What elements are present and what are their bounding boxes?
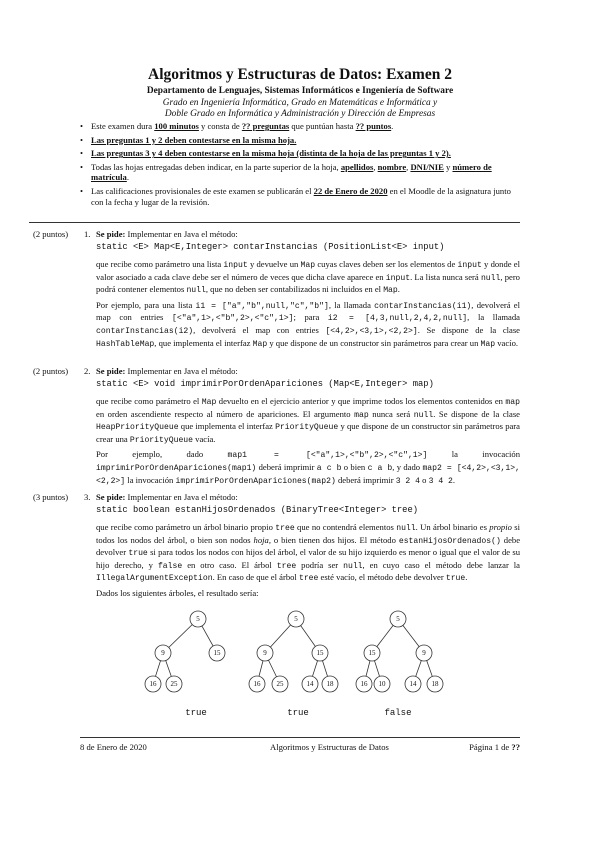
tree1-label-5: 5 [196, 615, 200, 623]
tree3-label-14: 14 [409, 680, 417, 688]
q3-number: 3. [84, 492, 91, 502]
instructions-list [80, 121, 522, 210]
q3-points: (3 puntos) [33, 492, 69, 502]
q2-number: 2. [84, 366, 91, 376]
trees-intro: Dados los siguientes árboles, el resultado sería: [96, 587, 259, 598]
tree1-result: true [185, 708, 207, 718]
q3-description: que recibe como parámetro un árbol binario propio tree que no contendrá elementos null. Un árbol binario es propio si todos los nodos del árbol, o bien son nodos hoja, o bien tienen dos hijos. El método estanHijosOrdenados() debe devolver true si para todos los nodos con hijos del árbol, el valor de su hijo izquierdo es menor o igual que el valor de su hijo derecho, y false en otro caso. El árbol tree podría ser null, en cuyo caso el método debe lanzar la IllegalArgumentException. En caso de que el árbol tree esté vacío, el método debe devolver true. Dados los siguientes árboles, el resultado sería: [96, 522, 521, 598]
q1-number: 1. [84, 229, 91, 239]
tree1-label-25: 25 [170, 680, 178, 688]
instruction-identification: • Todas las hojas entregadas deben indicar, en la parte superior de la hoja, apellidos, nombre, DNI/NIE y número de matrícula. [80, 162, 522, 183]
tree3-label-9: 9 [422, 649, 426, 657]
footer-rule [80, 737, 520, 738]
tree2-label-15: 15 [316, 649, 324, 657]
q2-signature: static <E> void imprimirPorOrdenApariciones (Map<E,Integer> map) [96, 379, 434, 389]
q1-heading: Se pide: Implementar en Java el método: [96, 229, 238, 239]
q1-signature: static <E> Map<E,Integer> contarInstancias (PositionList<E> input) [96, 242, 445, 252]
tree1-label-15: 15 [213, 649, 221, 657]
q1-description: que recibe como parámetro una lista input y devuelve un Map cuyas claves deben ser los elementos de input y donde el valor asociado a cada clave debe ser el número de veces que dicha clave aparece en input. La lista nunca será null, pero podrá contener elementos null, que no deben ser contabilizados ni incluidos en el Map. Por ejemplo, para una lista i1 = ["a","b",null,"c","b"], la llamada contarInstancias(i1), devolverá el map con entries [<"a",1>,<"b",2>,<"c",1>]; para i2 = [4,3,null,2,4,2,null], la llamada contarInstancias(i2), devolverá el map con entries [<4,2>,<3,1>,<2,2>]. Se dispone de la clase HashTableMap, que implementa el interfaz Map y que dispone de un constructor sin parámetros para crear un Map vacío. [96, 259, 521, 349]
footer-page: Página 1 de ?? [469, 742, 520, 752]
footer-date: 8 de Enero de 2020 [80, 742, 147, 752]
exam-title: Algoritmos y Estructuras de Datos: Examen 2 [148, 66, 452, 83]
tree2-result: true [287, 708, 309, 718]
tree3-label-5: 5 [396, 615, 400, 623]
tree3-label-16: 16 [360, 680, 368, 688]
tree1-label-9: 9 [161, 649, 165, 657]
tree3-label-10: 10 [378, 680, 386, 688]
q2-points: (2 puntos) [33, 366, 69, 376]
q1-points: (2 puntos) [33, 229, 69, 239]
tree3-label-18: 18 [431, 680, 439, 688]
instruction-sheets-3-4: • Las preguntas 3 y 4 deben contestarse en la misma hoja (distinta de la hoja de las preguntas 1 y 2). [80, 148, 522, 159]
q3-heading: Se pide: Implementar en Java el método: [96, 492, 238, 502]
tree1-label-16: 16 [149, 680, 157, 688]
tree2-label-25: 25 [276, 680, 284, 688]
tree2-label-16: 16 [253, 680, 261, 688]
tree2-label-5: 5 [294, 615, 298, 623]
instruction-grades: • Las calificaciones provisionales de este examen se publicarán el 22 de Enero de 2020 en el Moodle de la asignatura junto con la fecha y lugar de la revisión. [80, 186, 522, 207]
header-rule [29, 222, 520, 223]
q2-heading: Se pide: Implementar en Java el método: [96, 366, 238, 376]
tree3-label-15: 15 [368, 649, 376, 657]
department: Departamento de Lenguajes, Sistemas Informáticos e Ingeniería de Software [146, 86, 454, 96]
tree2-label-18: 18 [326, 680, 334, 688]
instruction-duration: • Este examen dura 100 minutos y consta de ?? preguntas que puntúan hasta ?? puntos. [80, 121, 522, 132]
tree2-label-9: 9 [263, 649, 267, 657]
tree2-label-14: 14 [306, 680, 314, 688]
q3-signature: static boolean estanHijosOrdenados (BinaryTree<Integer> tree) [96, 505, 419, 515]
binary-trees-figure [0, 600, 600, 700]
instruction-sheets-1-2: • Las preguntas 1 y 2 deben contestarse en la misma hoja. [80, 135, 522, 146]
footer-course: Algoritmos y Estructuras de Datos [270, 742, 389, 752]
degrees-line-2: Doble Grado en Informática y Administración y Dirección de Empresas [164, 109, 436, 119]
q2-description: que recibe como parámetro el Map devuelto en el ejercicio anterior y que imprime todos los elementos contenidos en map en orden ascendiente respecto al número de apariciones. El argumento map nunca será null. Se dispone de la clase HeapPriorityQueue que implementa el interfaz PriorityQueue y que dispone de un constructor sin parámetros para crear una PriorityQueue vacía. Por ejemplo, dado map1 = [<"a",1>,<"b",2>,<"c",1>] la invocación imprimirPorOrdenApariciones(map1) deberá imprimir a c b o bien c a b, y dado map2 = [<4,2>,<3,1>,<2,2>] la invocación imprimirPorOrdenApariciones(map2) deberá imprimir 3 2 4 o 3 4 2. [96, 396, 521, 486]
degrees-line-1: Grado en Ingeniería Informática, Grado en Matemáticas e Informática y [162, 98, 438, 108]
tree3-result: false [384, 708, 412, 718]
